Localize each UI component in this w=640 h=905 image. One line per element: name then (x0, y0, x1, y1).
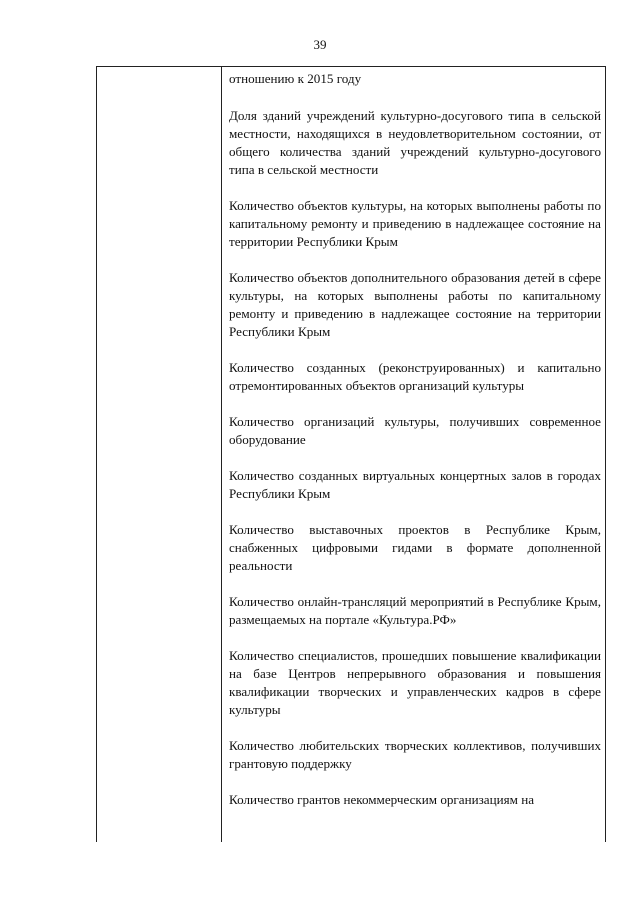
indicator-entry: Количество объектов культуры, на которых выполнены работы по капитальному ремонту и приведению в надлежащее состояние на территории Республики Крым (229, 198, 601, 249)
column-divider (221, 67, 222, 842)
entry-gap (229, 341, 601, 359)
indicator-entry: Доля зданий учреждений культурно-досугового типа в сельской местности, находящихся в неудовлетворительном состоянии, от общего количества зданий учреждений культурно-досугового типа в сельской местности (229, 108, 601, 177)
entry-gap (229, 179, 601, 197)
indicator-entry: Количество любительских творческих коллективов, получивших грантовую поддержку (229, 738, 601, 771)
entry-gap (229, 395, 601, 413)
entry-gap (229, 503, 601, 521)
entry-gap (229, 773, 601, 791)
indicator-cell (229, 70, 601, 809)
indicator-entry: Количество организаций культуры, получивших современное оборудование (229, 414, 601, 447)
entry-gap (229, 449, 601, 467)
indicator-entry: Количество специалистов, прошедших повышение квалификации на базе Центров непрерывного образования и повышения квалификации творческих и управленческих кадров в сфере культуры (229, 648, 601, 717)
indicator-entry: Количество выставочных проектов в Республике Крым, снабженных цифровыми гидами в формате дополненной реальности (229, 522, 601, 573)
entry-gap (229, 575, 601, 593)
indicator-entry: Количество созданных виртуальных концертных залов в городах Республики Крым (229, 468, 601, 501)
indicator-entry: Количество созданных (реконструированных) и капитально отремонтированных объектов организаций культуры (229, 360, 601, 393)
indicator-entry: Количество грантов некоммерческим организациям на (229, 792, 535, 807)
indicator-entry: отношению к 2015 году (229, 71, 362, 86)
indicator-table (96, 66, 606, 842)
indicator-entry: Количество объектов дополнительного образования детей в сфере культуры, на которых выполнены работы по капитальному ремонту и приведению в надлежащее состояние на территории Республики Крым (229, 270, 601, 339)
page-number: 39 (313, 37, 327, 52)
indicator-entry: Количество онлайн-трансляций мероприятий в Республике Крым, размещаемых на портале «Культура.РФ» (229, 594, 601, 627)
entry-gap (229, 629, 601, 647)
entry-gap (229, 719, 601, 737)
entry-gap (229, 251, 601, 269)
